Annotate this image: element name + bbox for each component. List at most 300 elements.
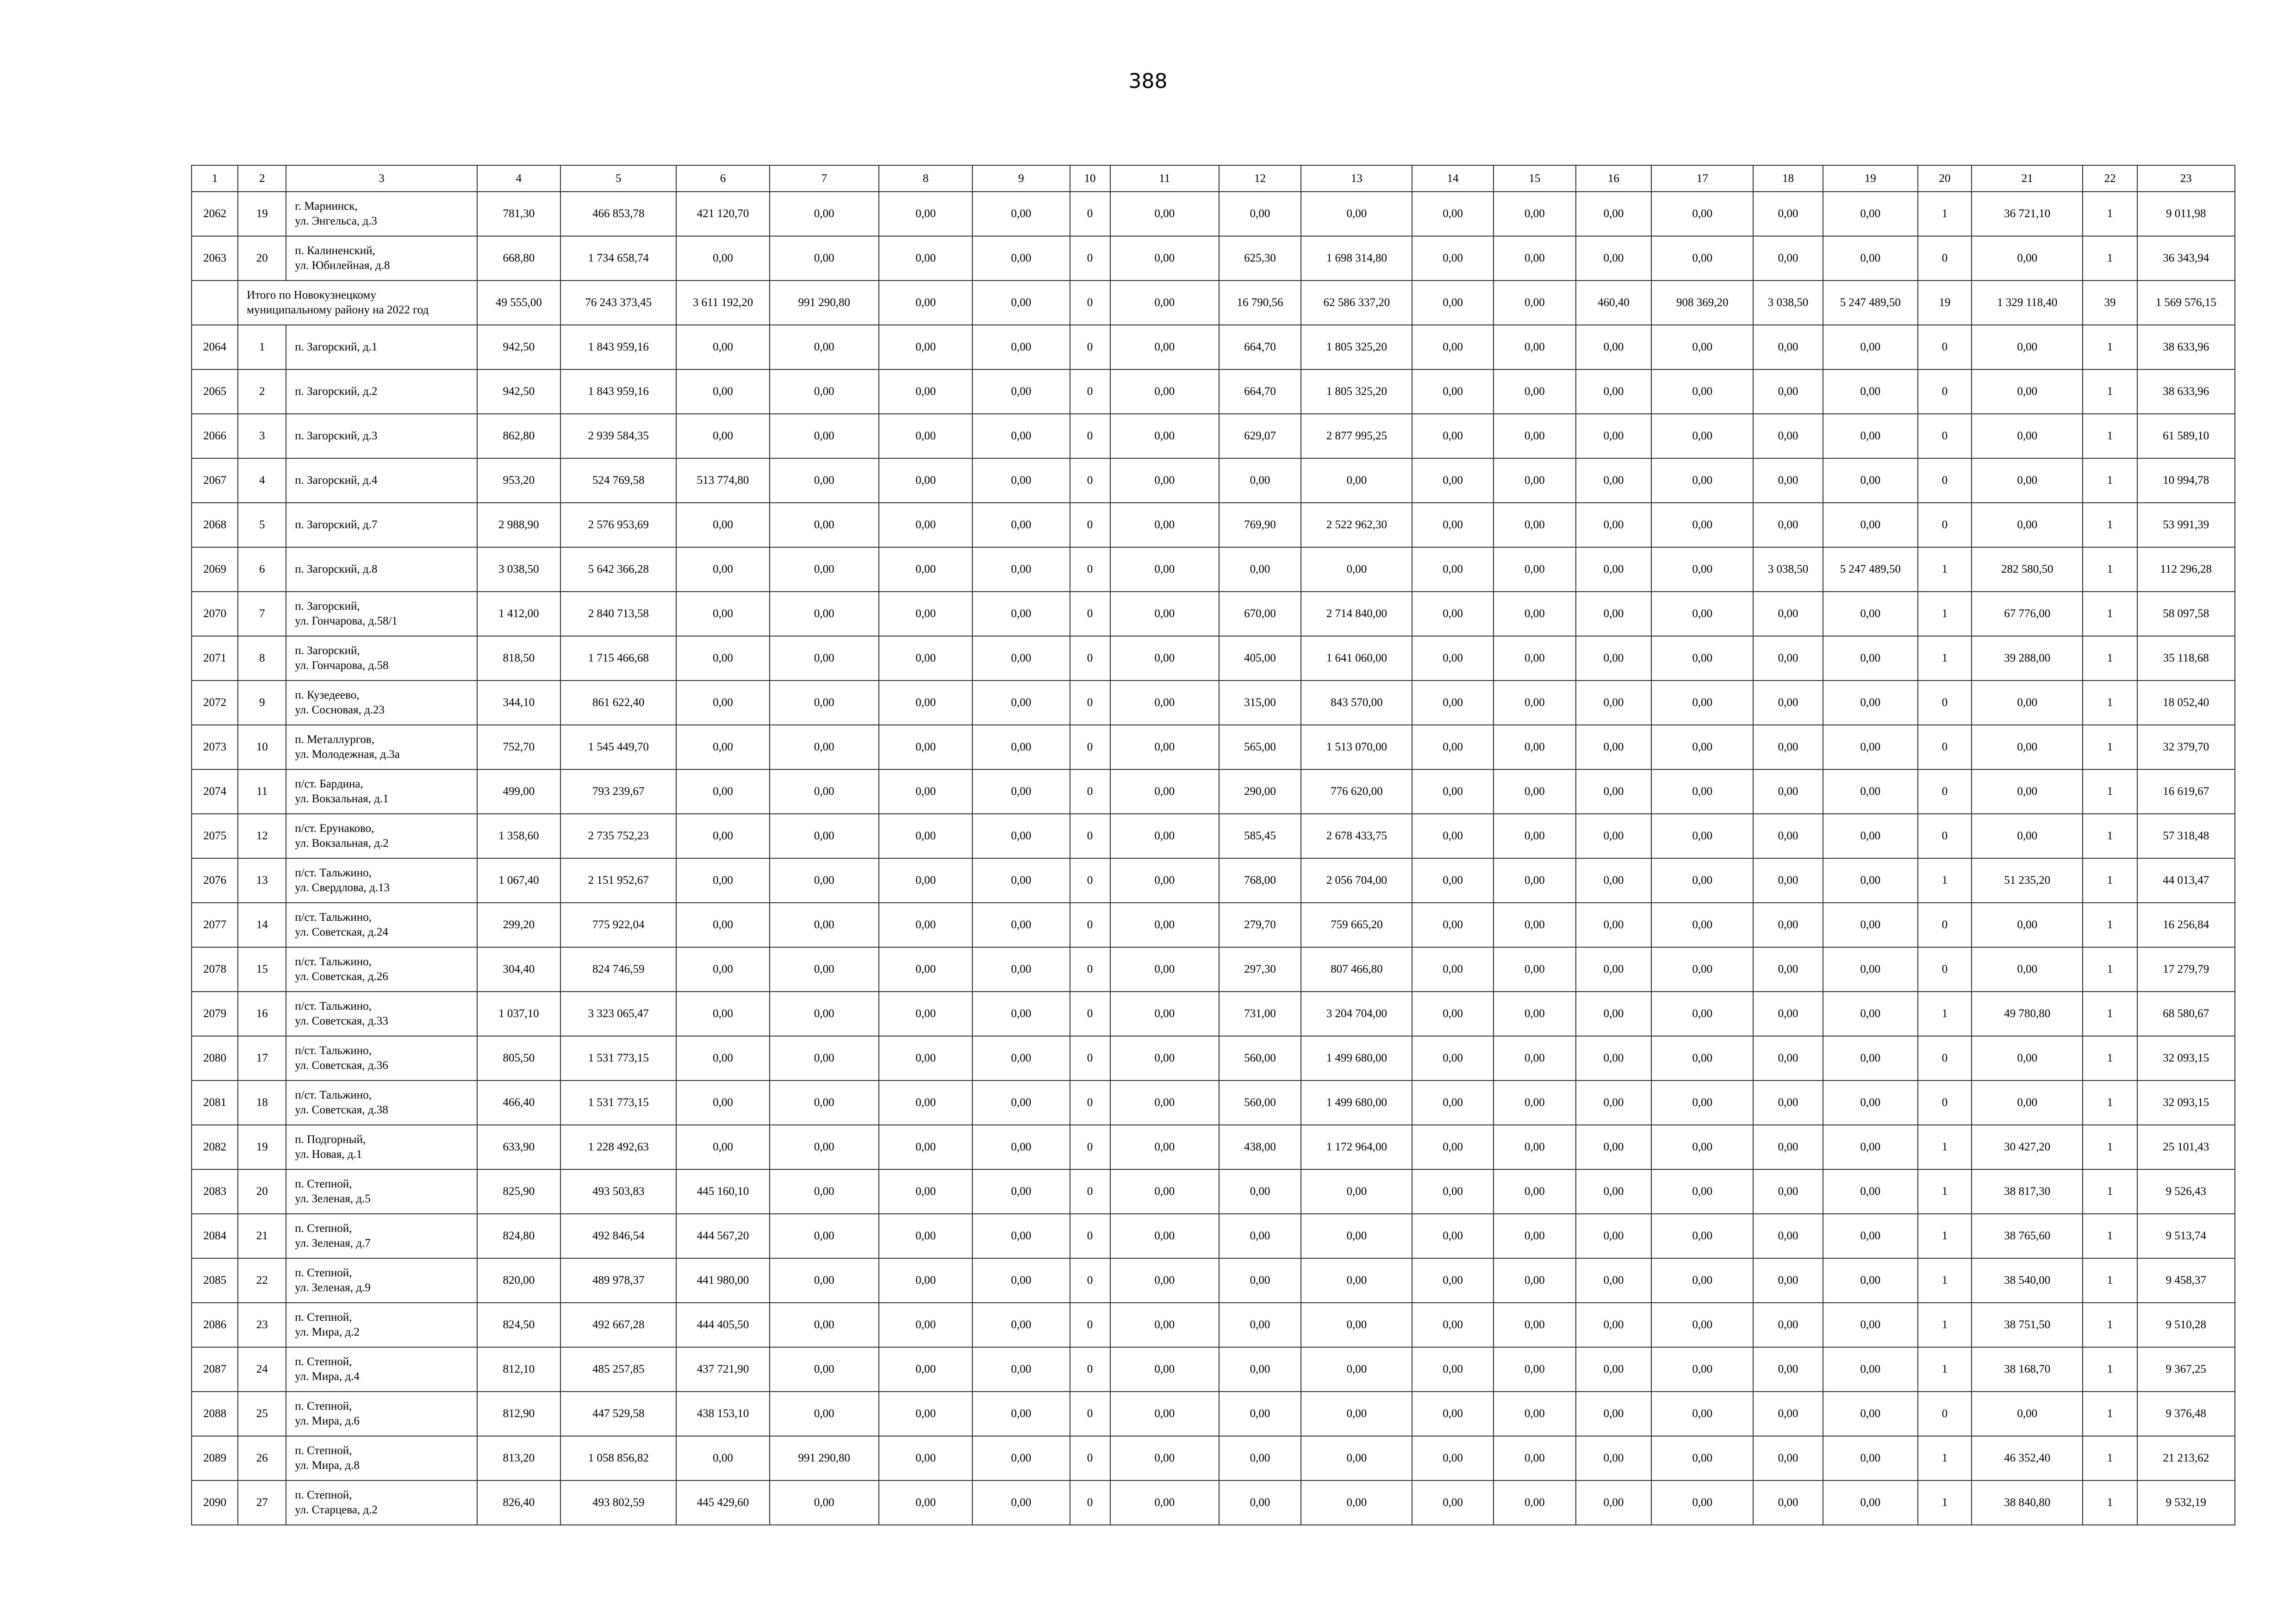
value-cell: 0,00 (1110, 769, 1219, 814)
value-cell: 0,00 (1493, 681, 1576, 725)
value-cell: 38 633,96 (2137, 369, 2235, 414)
value-cell: 0,00 (1823, 1436, 1918, 1480)
row-index-cell: 7 (238, 592, 286, 636)
value-cell: 0,00 (1651, 458, 1753, 503)
value-cell: 1 805 325,20 (1301, 325, 1412, 369)
value-cell: 0,00 (1576, 858, 1651, 903)
value-cell: 0,00 (1301, 1169, 1412, 1214)
row-number-cell: 2081 (192, 1081, 238, 1125)
row-index-cell: 27 (238, 1480, 286, 1525)
value-cell: 1 (2083, 547, 2137, 592)
column-header: 2 (238, 165, 286, 192)
value-cell: 0 (1070, 458, 1110, 503)
address-cell (286, 369, 477, 414)
table-row (192, 725, 2235, 769)
value-cell: 768,00 (1219, 858, 1301, 903)
value-cell: 0,00 (1493, 769, 1576, 814)
value-cell: 39 (2083, 281, 2137, 325)
address-line: ул. Молодежная, д.3а (295, 748, 400, 761)
value-cell: 1 (2083, 947, 2137, 992)
value-cell: 0 (1918, 236, 1972, 281)
row-index-cell: 20 (238, 236, 286, 281)
value-cell: 0,00 (1823, 1392, 1918, 1436)
value-cell: 1 (2083, 192, 2137, 236)
value-cell: 0,00 (1823, 814, 1918, 858)
address-cell (286, 325, 477, 369)
address-line: ул. Зеленая, д.5 (295, 1193, 371, 1205)
value-cell: 0,00 (879, 947, 972, 992)
row-number-cell: 2087 (192, 1347, 238, 1392)
value-cell: 0,00 (1110, 592, 1219, 636)
value-cell: 32 093,15 (2137, 1081, 2235, 1125)
address-cell (286, 725, 477, 769)
value-cell: 1 843 959,16 (560, 369, 676, 414)
value-cell: 0,00 (676, 769, 769, 814)
value-cell: 824 746,59 (560, 947, 676, 992)
value-cell: 0,00 (1493, 947, 1576, 992)
row-number-cell: 2075 (192, 814, 238, 858)
value-cell: 0,00 (770, 369, 879, 414)
value-cell: 0,00 (1651, 992, 1753, 1036)
value-cell: 315,00 (1219, 681, 1301, 725)
value-cell: 0 (1070, 236, 1110, 281)
address-line: ул. Советская, д.33 (295, 1015, 388, 1027)
value-cell: 942,50 (477, 325, 560, 369)
address-line: п. Калиненский, (295, 244, 375, 257)
row-index-cell: 13 (238, 858, 286, 903)
value-cell: 818,50 (477, 636, 560, 681)
value-cell: 560,00 (1219, 1081, 1301, 1125)
row-index-cell: 4 (238, 458, 286, 503)
value-cell: 0,00 (1493, 503, 1576, 547)
value-cell: 0,00 (1219, 1392, 1301, 1436)
value-cell: 0,00 (1110, 947, 1219, 992)
value-cell: 825,90 (477, 1169, 560, 1214)
value-cell: 299,20 (477, 903, 560, 947)
value-cell: 1 531 773,15 (560, 1081, 676, 1125)
value-cell: 0 (1070, 1125, 1110, 1169)
column-header: 21 (1972, 165, 2083, 192)
value-cell: 1 (2083, 636, 2137, 681)
table-row (192, 1125, 2235, 1169)
value-cell: 0,00 (1753, 1480, 1823, 1525)
address-cell (286, 814, 477, 858)
value-cell: 21 213,62 (2137, 1436, 2235, 1480)
value-cell: 0,00 (1651, 947, 1753, 992)
value-cell: 1 172 964,00 (1301, 1125, 1412, 1169)
value-cell: 0,00 (1651, 1214, 1753, 1258)
value-cell: 38 817,30 (1972, 1169, 2083, 1214)
address-line: г. Мариинск, (295, 200, 358, 212)
address-line: п. Загорский, д.4 (295, 474, 378, 487)
value-cell: 0,00 (1493, 1081, 1576, 1125)
value-cell: 1 (2083, 1214, 2137, 1258)
value-cell: 0,00 (972, 1169, 1070, 1214)
table-row (192, 458, 2235, 503)
value-cell: 0,00 (1412, 547, 1493, 592)
value-cell: 0,00 (972, 725, 1070, 769)
value-cell: 0,00 (1823, 503, 1918, 547)
value-cell: 1 (2083, 1036, 2137, 1081)
column-header: 4 (477, 165, 560, 192)
value-cell: 2 988,90 (477, 503, 560, 547)
value-cell: 0,00 (1753, 414, 1823, 458)
value-cell: 0,00 (1823, 236, 1918, 281)
value-cell: 812,90 (477, 1392, 560, 1436)
column-header: 5 (560, 165, 676, 192)
value-cell: 0,00 (1823, 458, 1918, 503)
value-cell: 0,00 (1301, 1214, 1412, 1258)
value-cell: 0,00 (1972, 236, 2083, 281)
value-cell: 0,00 (972, 1436, 1070, 1480)
table-row (192, 592, 2235, 636)
value-cell: 0,00 (1651, 903, 1753, 947)
value-cell: 0,00 (972, 1214, 1070, 1258)
value-cell: 0,00 (972, 236, 1070, 281)
value-cell: 0 (1918, 414, 1972, 458)
value-cell: 9 376,48 (2137, 1392, 2235, 1436)
value-cell: 0,00 (1753, 814, 1823, 858)
value-cell: 438 153,10 (676, 1392, 769, 1436)
value-cell: 0,00 (1493, 592, 1576, 636)
value-cell: 0,00 (1493, 325, 1576, 369)
value-cell: 1 (2083, 369, 2137, 414)
value-cell: 0,00 (1219, 1258, 1301, 1303)
row-index-cell: 23 (238, 1303, 286, 1347)
row-number-cell: 2072 (192, 681, 238, 725)
value-cell: 0,00 (770, 1169, 879, 1214)
value-cell: 781,30 (477, 192, 560, 236)
value-cell: 9 532,19 (2137, 1480, 2235, 1525)
value-cell: 0,00 (879, 458, 972, 503)
value-cell: 1 (2083, 1125, 2137, 1169)
value-cell: 0,00 (879, 369, 972, 414)
value-cell: 18 052,40 (2137, 681, 2235, 725)
value-cell: 0 (1918, 769, 1972, 814)
value-cell: 0,00 (1412, 192, 1493, 236)
table-row (192, 325, 2235, 369)
value-cell: 0,00 (1301, 458, 1412, 503)
table-row (192, 814, 2235, 858)
value-cell: 0,00 (1576, 636, 1651, 681)
value-cell: 0,00 (676, 814, 769, 858)
value-cell: 0,00 (1576, 325, 1651, 369)
address-line: п/ст. Ерунаково, (295, 822, 374, 835)
value-cell: 0,00 (879, 858, 972, 903)
value-cell: 0 (1070, 592, 1110, 636)
address-line: ул. Вокзальная, д.1 (295, 793, 389, 805)
value-cell: 0,00 (1301, 192, 1412, 236)
value-cell: 0,00 (1493, 1125, 1576, 1169)
value-cell: 44 013,47 (2137, 858, 2235, 903)
value-cell: 297,30 (1219, 947, 1301, 992)
address-cell (286, 992, 477, 1036)
value-cell: 1 329 118,40 (1972, 281, 2083, 325)
value-cell: 0,00 (1576, 1347, 1651, 1392)
table-row (192, 1347, 2235, 1392)
value-cell: 0,00 (770, 414, 879, 458)
value-cell: 0,00 (1651, 1392, 1753, 1436)
value-cell: 0,00 (1412, 725, 1493, 769)
value-cell: 438,00 (1219, 1125, 1301, 1169)
row-index-cell: 22 (238, 1258, 286, 1303)
row-number-cell: 2084 (192, 1214, 238, 1258)
value-cell: 0,00 (1576, 458, 1651, 503)
value-cell: 0,00 (676, 592, 769, 636)
value-cell: 0,00 (1576, 414, 1651, 458)
value-cell: 0,00 (879, 1169, 972, 1214)
table-row (192, 1392, 2235, 1436)
value-cell: 953,20 (477, 458, 560, 503)
value-cell: 0,00 (1753, 947, 1823, 992)
value-cell: 0,00 (879, 1480, 972, 1525)
value-cell: 0,00 (1110, 1480, 1219, 1525)
value-cell: 0,00 (1651, 1169, 1753, 1214)
value-cell: 0,00 (1110, 636, 1219, 681)
value-cell: 0,00 (1753, 1347, 1823, 1392)
address-line: п. Кузедеево, (295, 689, 360, 701)
row-number-cell: 2066 (192, 414, 238, 458)
column-header: 23 (2137, 165, 2235, 192)
value-cell: 0,00 (1651, 858, 1753, 903)
value-cell: 1 531 773,15 (560, 1036, 676, 1081)
value-cell: 1 545 449,70 (560, 725, 676, 769)
table-row (192, 1081, 2235, 1125)
value-cell: 0,00 (676, 858, 769, 903)
value-cell: 0,00 (1412, 681, 1493, 725)
value-cell: 991 290,80 (770, 1436, 879, 1480)
value-cell: 908 369,20 (1651, 281, 1753, 325)
column-header: 12 (1219, 165, 1301, 192)
value-cell: 0,00 (1823, 636, 1918, 681)
value-cell: 668,80 (477, 236, 560, 281)
value-cell: 0,00 (1753, 858, 1823, 903)
value-cell: 0,00 (676, 503, 769, 547)
value-cell: 0,00 (1823, 414, 1918, 458)
value-cell: 1 (1918, 1214, 1972, 1258)
value-cell: 0,00 (770, 1258, 879, 1303)
value-cell: 76 243 373,45 (560, 281, 676, 325)
row-number-cell: 2064 (192, 325, 238, 369)
row-number-cell: 2090 (192, 1480, 238, 1525)
value-cell: 0,00 (676, 236, 769, 281)
value-cell: 1 (1918, 192, 1972, 236)
row-index-cell: 8 (238, 636, 286, 681)
value-cell: 0 (1070, 725, 1110, 769)
value-cell: 0,00 (676, 414, 769, 458)
value-cell: 492 667,28 (560, 1303, 676, 1347)
row-number-cell: 2073 (192, 725, 238, 769)
value-cell: 1 (2083, 769, 2137, 814)
value-cell: 1 (2083, 1347, 2137, 1392)
value-cell: 0,00 (1823, 858, 1918, 903)
value-cell: 0 (1070, 903, 1110, 947)
value-cell: 0,00 (1110, 325, 1219, 369)
value-cell: 0,00 (770, 681, 879, 725)
value-cell: 0 (1070, 192, 1110, 236)
value-cell: 0,00 (676, 947, 769, 992)
value-cell: 39 288,00 (1972, 636, 2083, 681)
value-cell: 0,00 (1753, 1169, 1823, 1214)
value-cell: 0,00 (1823, 1036, 1918, 1081)
column-header: 3 (286, 165, 477, 192)
value-cell: 0,00 (1110, 1392, 1219, 1436)
value-cell: 0,00 (1110, 1436, 1219, 1480)
value-cell: 46 352,40 (1972, 1436, 2083, 1480)
column-header: 7 (770, 165, 879, 192)
value-cell: 0,00 (676, 547, 769, 592)
value-cell: 35 118,68 (2137, 636, 2235, 681)
row-index-cell: 25 (238, 1392, 286, 1436)
value-cell: 1 (2083, 236, 2137, 281)
value-cell: 0,00 (1576, 769, 1651, 814)
value-cell: 5 247 489,50 (1823, 281, 1918, 325)
value-cell: 38 540,00 (1972, 1258, 2083, 1303)
table-row (192, 503, 2235, 547)
value-cell: 731,00 (1219, 992, 1301, 1036)
value-cell: 0,00 (1493, 458, 1576, 503)
total-label-line: муниципальному району на 2022 год (247, 304, 429, 316)
value-cell: 1 (2083, 903, 2137, 947)
table-row (192, 1303, 2235, 1347)
total-label-cell (238, 281, 477, 325)
value-cell: 1 (1918, 1303, 1972, 1347)
value-cell: 0,00 (1972, 725, 2083, 769)
address-line: ул. Мира, д.2 (295, 1326, 360, 1338)
value-cell: 0,00 (1110, 1258, 1219, 1303)
value-cell: 0 (1070, 636, 1110, 681)
row-number-cell: 2078 (192, 947, 238, 992)
value-cell: 0,00 (1412, 592, 1493, 636)
value-cell: 942,50 (477, 369, 560, 414)
address-line: п. Загорский, д.2 (295, 385, 378, 398)
value-cell: 0,00 (1412, 1125, 1493, 1169)
value-cell: 3 038,50 (1753, 547, 1823, 592)
value-cell: 0,00 (972, 1347, 1070, 1392)
value-cell: 0,00 (879, 1347, 972, 1392)
value-cell: 0,00 (972, 281, 1070, 325)
value-cell: 0 (1918, 681, 1972, 725)
row-index-cell: 15 (238, 947, 286, 992)
value-cell: 0,00 (972, 458, 1070, 503)
value-cell: 0,00 (1753, 1036, 1823, 1081)
column-header: 14 (1412, 165, 1493, 192)
value-cell: 0,00 (879, 236, 972, 281)
row-number-cell: 2071 (192, 636, 238, 681)
address-line: п/ст. Тальжино, (295, 1000, 372, 1012)
value-cell: 0,00 (972, 192, 1070, 236)
table-row (192, 947, 2235, 992)
value-cell: 0,00 (1412, 992, 1493, 1036)
value-cell: 0,00 (1493, 1258, 1576, 1303)
address-line: ул. Гончарова, д.58 (295, 659, 389, 672)
value-cell: 0 (1070, 1036, 1110, 1081)
value-cell: 0,00 (1753, 903, 1823, 947)
value-cell: 0,00 (1972, 681, 2083, 725)
value-cell: 991 290,80 (770, 281, 879, 325)
value-cell: 0 (1918, 1392, 1972, 1436)
value-cell: 493 503,83 (560, 1169, 676, 1214)
value-cell: 1 (2083, 503, 2137, 547)
value-cell: 0,00 (1576, 547, 1651, 592)
row-index-cell: 18 (238, 1081, 286, 1125)
value-cell: 0 (1070, 547, 1110, 592)
value-cell: 2 939 584,35 (560, 414, 676, 458)
column-header: 11 (1110, 165, 1219, 192)
row-number-cell: 2082 (192, 1125, 238, 1169)
value-cell: 16 256,84 (2137, 903, 2235, 947)
value-cell: 0,00 (676, 1081, 769, 1125)
value-cell: 0,00 (1823, 192, 1918, 236)
address-line: п/ст. Тальжино, (295, 911, 372, 924)
value-cell: 0,00 (1576, 1125, 1651, 1169)
table-row (192, 1036, 2235, 1081)
value-cell: 0,00 (1823, 1480, 1918, 1525)
column-header: 6 (676, 165, 769, 192)
value-cell: 0,00 (1753, 1081, 1823, 1125)
value-cell: 9 367,25 (2137, 1347, 2235, 1392)
value-cell: 1 (2083, 814, 2137, 858)
row-number-cell: 2069 (192, 547, 238, 592)
value-cell: 0,00 (1110, 1303, 1219, 1347)
value-cell: 1 (1918, 1169, 1972, 1214)
value-cell: 0,00 (879, 903, 972, 947)
value-cell: 0,00 (1412, 1303, 1493, 1347)
address-cell (286, 547, 477, 592)
value-cell: 0,00 (1412, 414, 1493, 458)
value-cell: 2 840 713,58 (560, 592, 676, 636)
value-cell: 0,00 (879, 1303, 972, 1347)
value-cell: 0,00 (972, 369, 1070, 414)
value-cell: 1 (2083, 1392, 2137, 1436)
value-cell: 776 620,00 (1301, 769, 1412, 814)
value-cell: 0,00 (676, 1036, 769, 1081)
address-line: ул. Юбилейная, д.8 (295, 259, 390, 272)
value-cell: 0,00 (770, 192, 879, 236)
value-cell: 0,00 (1576, 1169, 1651, 1214)
value-cell: 57 318,48 (2137, 814, 2235, 858)
value-cell: 0,00 (770, 503, 879, 547)
address-cell (286, 1347, 477, 1392)
value-cell: 0,00 (1651, 636, 1753, 681)
address-line: п. Загорский, д.7 (295, 518, 378, 531)
value-cell: 38 633,96 (2137, 325, 2235, 369)
value-cell: 0,00 (1110, 725, 1219, 769)
address-cell (286, 681, 477, 725)
value-cell: 664,70 (1219, 325, 1301, 369)
value-cell: 0,00 (1219, 1303, 1301, 1347)
value-cell: 489 978,37 (560, 1258, 676, 1303)
value-cell: 0,00 (1576, 369, 1651, 414)
value-cell: 1 (2083, 1303, 2137, 1347)
address-line: п. Степной, (295, 1489, 352, 1501)
row-number-cell: 2086 (192, 1303, 238, 1347)
value-cell: 0,00 (972, 1392, 1070, 1436)
row-number-cell: 2077 (192, 903, 238, 947)
address-line: ул. Советская, д.26 (295, 970, 388, 983)
address-line: ул. Старцева, д.2 (295, 1504, 378, 1516)
value-cell: 1 (2083, 725, 2137, 769)
value-cell: 1 412,00 (477, 592, 560, 636)
value-cell: 0,00 (1823, 592, 1918, 636)
value-cell: 0 (1918, 947, 1972, 992)
value-cell: 1 499 680,00 (1301, 1036, 1412, 1081)
value-cell: 0,00 (1493, 547, 1576, 592)
value-cell: 0,00 (1823, 903, 1918, 947)
value-cell: 0,00 (879, 1214, 972, 1258)
value-cell: 441 980,00 (676, 1258, 769, 1303)
value-cell: 670,00 (1219, 592, 1301, 636)
